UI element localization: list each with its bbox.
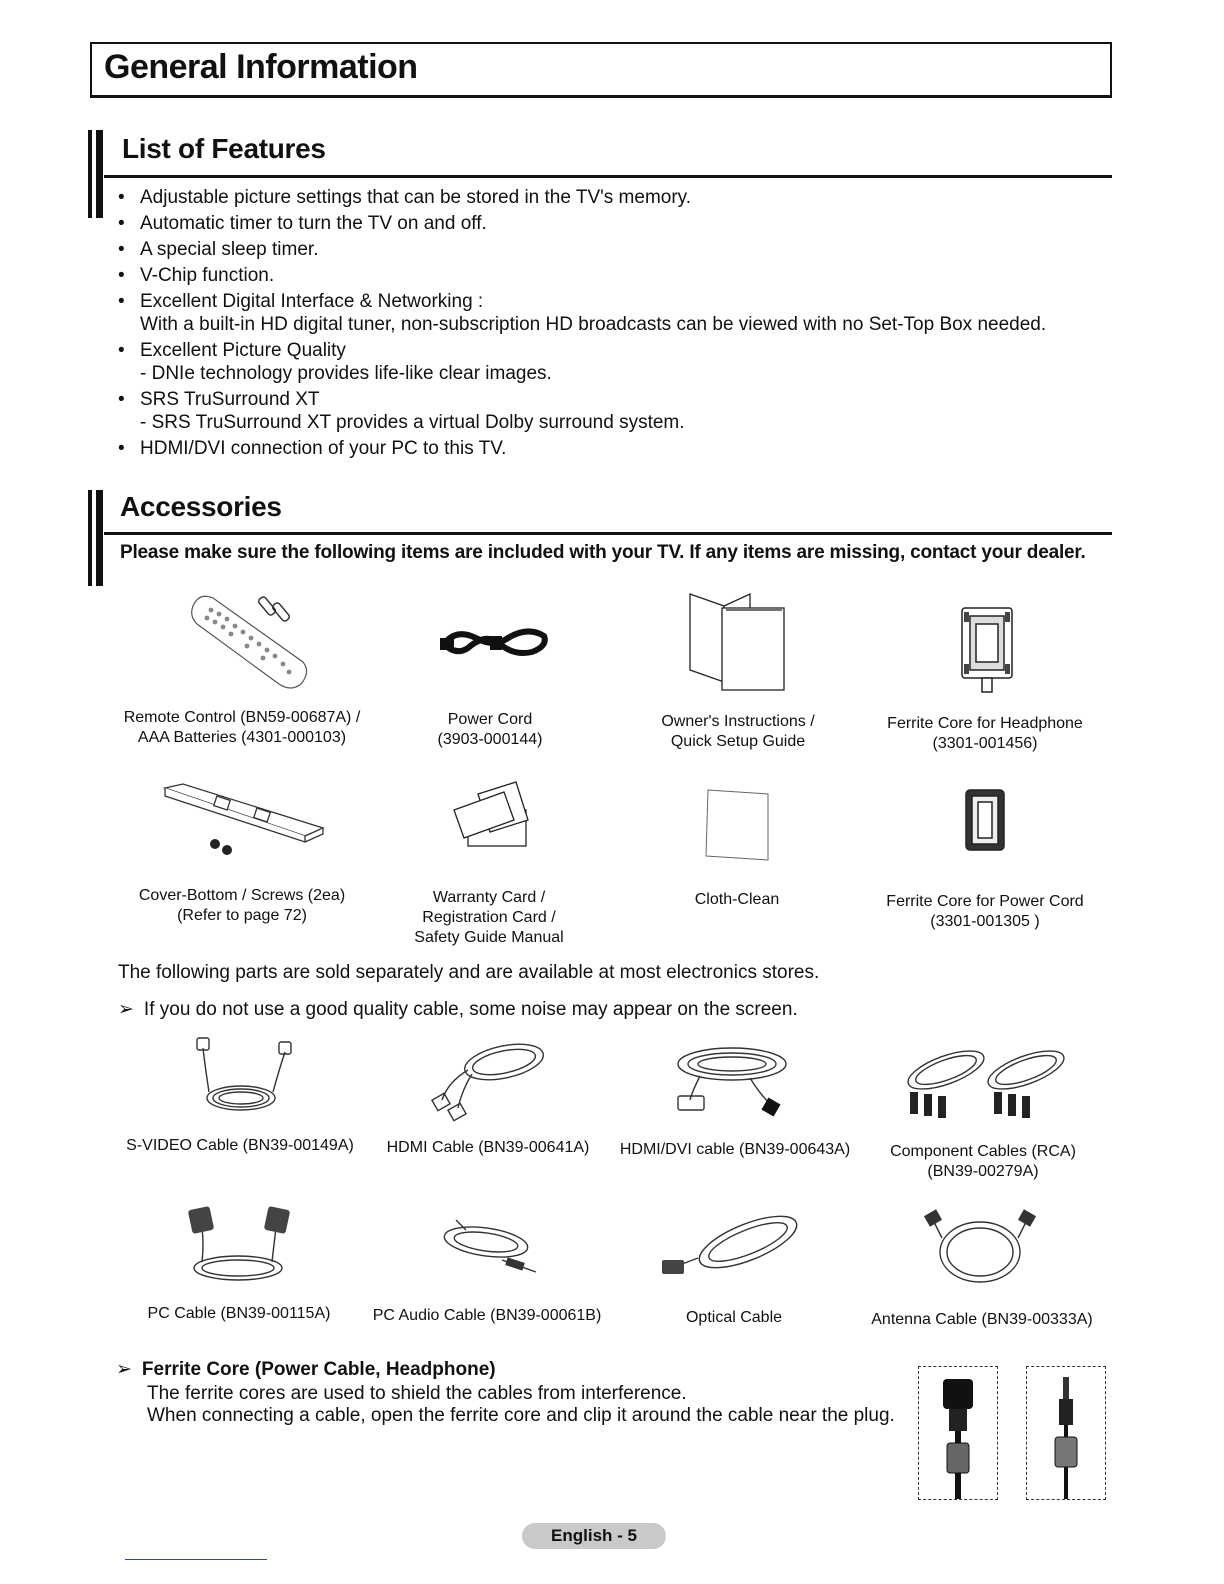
accessory-caption: Ferrite Core for Headphone (3301-001456) xyxy=(887,715,1083,752)
accessories-notice: Please make sure the following items are included with your TV. If any items are missing, contact your dealer. xyxy=(120,542,1086,563)
ferrite-note-line: When connecting a cable, open the ferrite core and clip it around the cable near the plug. xyxy=(147,1405,895,1426)
list-item: • Adjustable picture settings that can be stored in the TV's memory. xyxy=(118,187,692,208)
cable-caption: PC Audio Cable (BN39-00061B) xyxy=(372,1307,602,1324)
remote-control-icon xyxy=(185,588,315,693)
page-number-badge: English - 5 xyxy=(522,1523,666,1549)
quality-note: ➢ If you do not use a good quality cable, some noise may appear on the screen. xyxy=(118,999,798,1020)
cable-caption: HDMI Cable (BN39-00641A) xyxy=(386,1139,590,1156)
s-video-cable-icon xyxy=(185,1036,295,1118)
cable-caption: Antenna Cable (BN39-00333A) xyxy=(871,1311,1093,1328)
section-marker-bar xyxy=(88,490,92,586)
cable-caption: Optical Cable xyxy=(685,1309,783,1326)
ferrite-core-power-cord-icon xyxy=(962,786,1008,854)
ferrite-note-title: ➢ Ferrite Core (Power Cable, Headphone) xyxy=(116,1359,496,1380)
accessory-caption: Cloth-Clean xyxy=(694,891,780,908)
hdmi-dvi-cable-icon xyxy=(670,1040,795,1122)
list-item: • V-Chip function. xyxy=(118,265,275,286)
sold-separately-text: The following parts are sold separately and are available at most electronics stores. xyxy=(118,962,820,983)
list-item: • A special sleep timer. xyxy=(118,239,319,260)
pc-cable-icon xyxy=(180,1204,300,1286)
accessory-caption: Warranty Card / Registration Card / Safety Guide Manual xyxy=(414,889,564,946)
hdmi-cable-icon xyxy=(428,1038,548,1120)
ferrite-headphone-plug-illustration xyxy=(1026,1366,1106,1500)
ferrite-core-headphone-icon xyxy=(958,604,1016,694)
section-marker-bar xyxy=(96,490,103,586)
ferrite-note-line: The ferrite cores are used to shield the cables from interference. xyxy=(147,1383,687,1404)
cable-caption: HDMI/DVI cable (BN39-00643A) xyxy=(619,1141,851,1158)
power-cord-icon xyxy=(436,622,552,662)
section-marker-bar xyxy=(88,130,92,218)
cable-caption: Component Cables (RCA) (BN39-00279A) xyxy=(890,1143,1076,1180)
cable-caption: S-VIDEO Cable (BN39-00149A) xyxy=(126,1137,354,1154)
features-rule xyxy=(104,175,1112,178)
warranty-card-icon xyxy=(450,780,536,850)
manual-booklet-icon xyxy=(686,592,790,694)
features-heading: List of Features xyxy=(122,133,326,164)
cover-bottom-icon xyxy=(155,780,330,860)
list-item: • HDMI/DVI connection of your PC to this TV. xyxy=(118,438,507,459)
cable-caption: PC Cable (BN39-00115A) xyxy=(147,1305,331,1322)
accessory-caption: Power Cord (3903-000144) xyxy=(437,711,543,748)
accessories-heading: Accessories xyxy=(120,491,282,522)
accessory-caption: Remote Control (BN59-00687A) / AAA Batteries (4301-000103) xyxy=(123,709,361,746)
ferrite-power-plug-illustration xyxy=(918,1366,998,1500)
footer-divider xyxy=(125,1559,267,1560)
pc-audio-cable-icon xyxy=(436,1210,546,1282)
accessory-caption: Ferrite Core for Power Cord (3301-001305 ) xyxy=(886,893,1084,930)
antenna-cable-icon xyxy=(918,1208,1042,1288)
list-item: • Automatic timer to turn the TV on and off. xyxy=(118,213,487,234)
list-item: • SRS TruSurround XT - SRS TruSurround XT provides a virtual Dolby surround system. xyxy=(118,389,685,433)
accessories-rule xyxy=(104,532,1112,535)
features-list xyxy=(116,186,1096,463)
headphone-plug-icon xyxy=(1027,1367,1105,1499)
power-plug-icon xyxy=(919,1367,997,1499)
list-item: • Excellent Digital Interface & Networking : With a built-in HD digital tuner, non-subscription HD broadcasts can be viewed with no Set-Top Box needed. xyxy=(118,291,1047,335)
arrow-icon: ➢ xyxy=(118,999,134,1020)
page-title: General Information xyxy=(104,48,418,86)
list-item: • Excellent Picture Quality - DNIe technology provides life-like clear images. xyxy=(118,340,552,384)
arrow-icon: ➢ xyxy=(116,1359,132,1380)
section-marker-bar xyxy=(96,130,103,218)
cleaning-cloth-icon xyxy=(702,786,774,864)
component-cables-icon xyxy=(898,1040,1070,1122)
accessory-caption: Cover-Bottom / Screws (2ea) (Refer to page 72) xyxy=(138,887,346,924)
optical-cable-icon xyxy=(658,1206,808,1288)
accessory-caption: Owner's Instructions / Quick Setup Guide xyxy=(661,713,815,750)
